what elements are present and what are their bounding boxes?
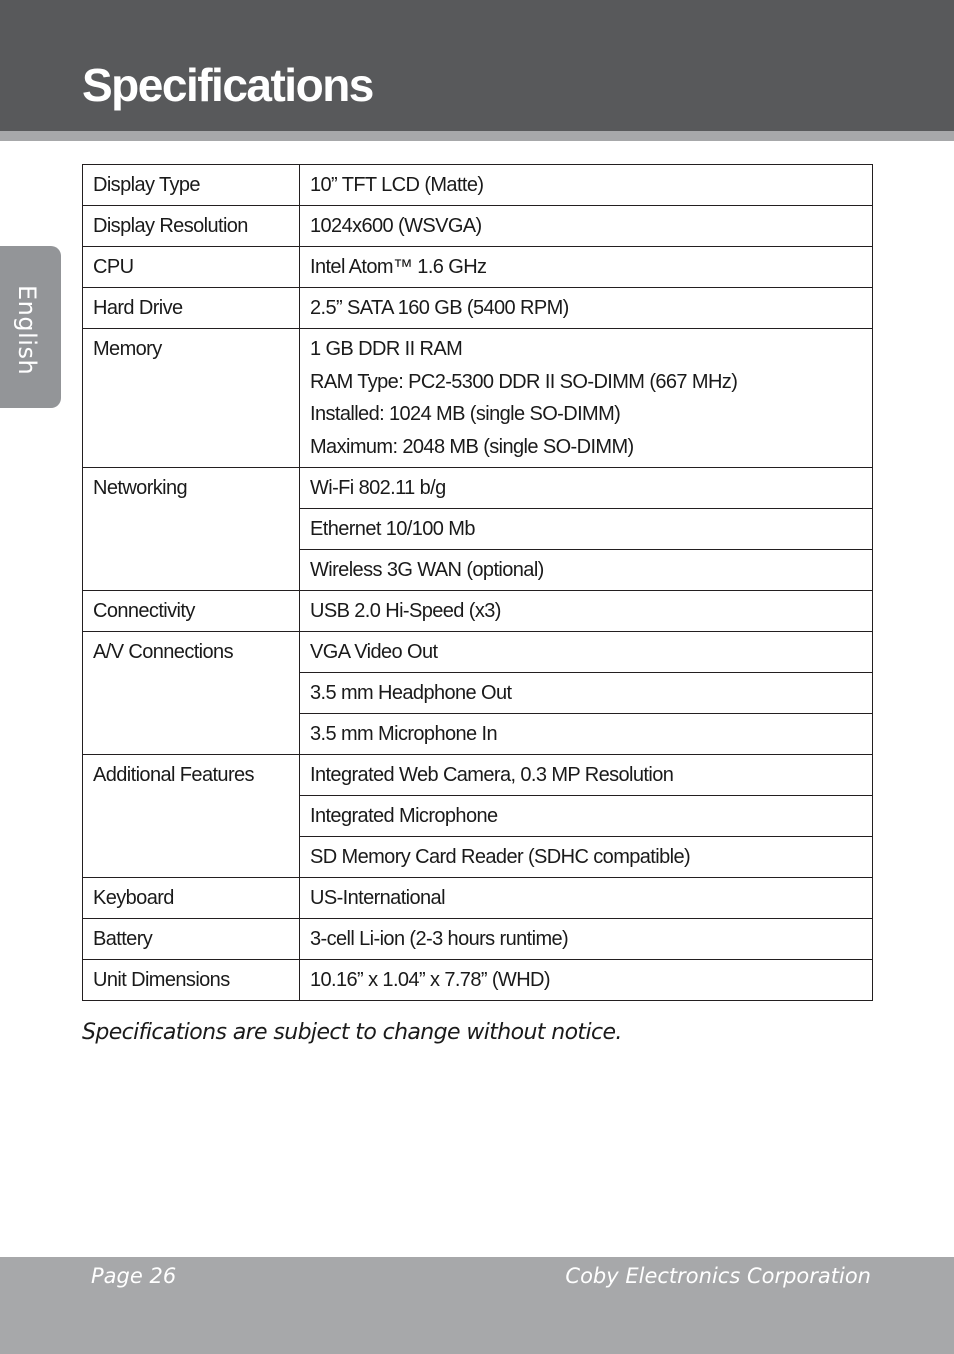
spec-label: Networking (83, 467, 300, 590)
spec-value: Wi-Fi 802.11 b/g (300, 467, 873, 508)
table-row (83, 247, 873, 288)
spec-label: Hard Drive (83, 288, 300, 329)
spec-label: Display Type (83, 165, 300, 206)
table-row (83, 165, 873, 206)
spec-value: Intel Atom™ 1.6 GHz (300, 247, 873, 288)
spec-value: SD Memory Card Reader (SDHC compatible) (300, 836, 873, 877)
spec-value: VGA Video Out (300, 631, 873, 672)
table-row (83, 288, 873, 329)
spec-label: Unit Dimensions (83, 959, 300, 1000)
spec-value: 3-cell Li-ion (2-3 hours runtime) (300, 918, 873, 959)
table-row (83, 329, 873, 468)
spec-label: Keyboard (83, 877, 300, 918)
spec-value-line: RAM Type: PC2-5300 DDR II SO-DIMM (667 MHz) (310, 370, 738, 393)
spec-value: 10” TFT LCD (Matte) (300, 165, 873, 206)
table-row (83, 631, 873, 672)
spec-value: Integrated Web Camera, 0.3 MP Resolution (300, 754, 873, 795)
spec-value-line: Maximum: 2048 MB (single SO-DIMM) (310, 435, 634, 458)
language-tab-label: English (13, 285, 41, 376)
spec-value: Ethernet 10/100 Mb (300, 508, 873, 549)
table-row (83, 467, 873, 508)
spec-value: 1024x600 (WSVGA) (300, 206, 873, 247)
spec-value: 10.16” x 1.04” x 7.78” (WHD) (300, 959, 873, 1000)
header-rule (0, 131, 954, 141)
table-row (83, 590, 873, 631)
spec-label: A/V Connections (83, 631, 300, 754)
spec-value: 2.5” SATA 160 GB (5400 RPM) (300, 288, 873, 329)
spec-label: CPU (83, 247, 300, 288)
spec-label: Connectivity (83, 590, 300, 631)
spec-value: 3.5 mm Microphone In (300, 713, 873, 754)
spec-value-line: 1 GB DDR II RAM (310, 338, 463, 360)
company-name: Coby Electronics Corporation (565, 1264, 871, 1288)
table-row (83, 754, 873, 795)
table-row (83, 959, 873, 1000)
spec-value: Wireless 3G WAN (optional) (300, 549, 873, 590)
table-row (83, 918, 873, 959)
specifications-table (82, 164, 873, 1001)
spec-value: Integrated Microphone (300, 795, 873, 836)
spec-value-line: Installed: 1024 MB (single SO-DIMM) (310, 403, 621, 425)
spec-label: Memory (83, 329, 300, 468)
table-row (83, 877, 873, 918)
spec-label: Additional Features (83, 754, 300, 877)
table-row (83, 206, 873, 247)
page-number: Page 26 (91, 1264, 177, 1288)
spec-label: Battery (83, 918, 300, 959)
spec-value-multiline (300, 329, 873, 468)
spec-value: US-International (300, 877, 873, 918)
spec-value: 3.5 mm Headphone Out (300, 672, 873, 713)
spec-label: Display Resolution (83, 206, 300, 247)
page-title: Specifications (82, 59, 373, 111)
change-notice: Specifications are subject to change without notice. (82, 1020, 622, 1045)
spec-value: USB 2.0 Hi-Speed (x3) (300, 590, 873, 631)
